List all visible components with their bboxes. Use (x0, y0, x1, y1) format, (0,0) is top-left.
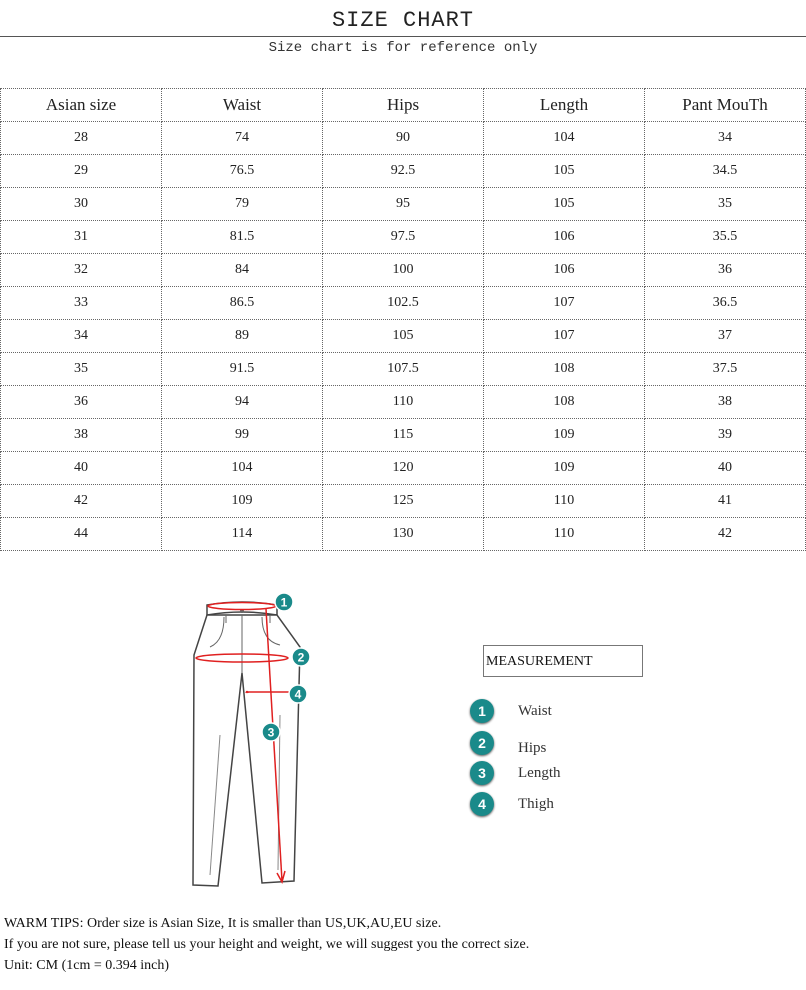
table-cell: 38 (645, 386, 806, 419)
table-cell: 114 (162, 518, 323, 551)
size-table (0, 88, 806, 551)
table-cell: 37 (645, 320, 806, 353)
table-cell: 92.5 (323, 155, 484, 188)
table-cell: 91.5 (162, 353, 323, 386)
table-cell: 41 (645, 485, 806, 518)
table-cell: 81.5 (162, 221, 323, 254)
svg-text:1: 1 (280, 595, 288, 610)
table-cell: 115 (323, 419, 484, 452)
table-cell: 125 (323, 485, 484, 518)
table-cell: 94 (162, 386, 323, 419)
table-cell: 108 (484, 353, 645, 386)
tips-line-1: WARM TIPS: Order size is Asian Size, It is smaller than US,UK,AU,EU size. (4, 916, 442, 931)
table-cell: 105 (484, 155, 645, 188)
column-header: Length (484, 89, 645, 122)
title-divider (0, 36, 806, 37)
number-4-icon: 4 (470, 792, 494, 816)
table-cell: 107.5 (323, 353, 484, 386)
table-row (1, 485, 806, 518)
table-cell: 106 (484, 221, 645, 254)
table-cell: 90 (323, 122, 484, 155)
pants-illustration (180, 585, 320, 890)
table-cell: 97.5 (323, 221, 484, 254)
diagram-badge-2 (292, 648, 310, 666)
legend-label: Waist (518, 703, 552, 719)
table-cell: 39 (645, 419, 806, 452)
table-cell: 108 (484, 386, 645, 419)
table-cell: 110 (323, 386, 484, 419)
table-row (1, 452, 806, 485)
tips-line-3: Unit: CM (1cm = 0.394 inch) (4, 958, 169, 973)
svg-text:4: 4 (294, 687, 302, 702)
table-row (1, 518, 806, 551)
table-cell: 110 (484, 518, 645, 551)
table-cell: 105 (484, 188, 645, 221)
table-cell: 102.5 (323, 287, 484, 320)
column-header: Hips (323, 89, 484, 122)
table-cell: 30 (1, 188, 162, 221)
table-row (1, 254, 806, 287)
table-cell: 76.5 (162, 155, 323, 188)
diagram-badge-3 (262, 723, 280, 741)
legend-label: Hips (518, 740, 547, 756)
number-3-icon: 3 (470, 761, 494, 785)
diagram-badge-4 (289, 685, 307, 703)
table-cell: 37.5 (645, 353, 806, 386)
legend-label: Length (518, 765, 561, 781)
table-row (1, 221, 806, 254)
table-cell: 29 (1, 155, 162, 188)
table-cell: 104 (484, 122, 645, 155)
table-cell: 33 (1, 287, 162, 320)
table-row (1, 386, 806, 419)
table-cell: 104 (162, 452, 323, 485)
table-row (1, 353, 806, 386)
table-cell: 99 (162, 419, 323, 452)
table-cell: 130 (323, 518, 484, 551)
table-cell: 36 (645, 254, 806, 287)
page-subtitle: Size chart is for reference only (268, 40, 538, 56)
table-cell: 34 (645, 122, 806, 155)
table-cell: 109 (162, 485, 323, 518)
table-cell: 32 (1, 254, 162, 287)
table-body (1, 122, 806, 551)
pants-diagram (180, 585, 320, 890)
svg-text:3: 3 (267, 725, 275, 740)
table-cell: 109 (484, 419, 645, 452)
table-cell: 105 (323, 320, 484, 353)
svg-text:2: 2 (297, 650, 305, 665)
table-cell: 106 (484, 254, 645, 287)
number-2-icon: 2 (470, 731, 494, 755)
table-cell: 40 (645, 452, 806, 485)
table-cell: 86.5 (162, 287, 323, 320)
column-header: Asian size (1, 89, 162, 122)
table-cell: 42 (1, 485, 162, 518)
table-cell: 42 (645, 518, 806, 551)
table-cell: 36 (1, 386, 162, 419)
column-header: Waist (162, 89, 323, 122)
table-header-row (1, 89, 806, 122)
table-cell: 31 (1, 221, 162, 254)
table-cell: 34.5 (645, 155, 806, 188)
table-cell: 79 (162, 188, 323, 221)
legend-label: Thigh (518, 796, 554, 812)
table-cell: 110 (484, 485, 645, 518)
table-cell: 35.5 (645, 221, 806, 254)
table-cell: 44 (1, 518, 162, 551)
measurement-heading: MEASUREMENT (483, 645, 643, 677)
table-cell: 38 (1, 419, 162, 452)
table-row (1, 419, 806, 452)
table-cell: 36.5 (645, 287, 806, 320)
warm-tips (4, 913, 529, 976)
table-cell: 34 (1, 320, 162, 353)
table-cell: 84 (162, 254, 323, 287)
table-cell: 89 (162, 320, 323, 353)
table-cell: 109 (484, 452, 645, 485)
table-cell: 107 (484, 287, 645, 320)
table-cell: 28 (1, 122, 162, 155)
table-cell: 100 (323, 254, 484, 287)
table-cell: 74 (162, 122, 323, 155)
table-cell: 35 (645, 188, 806, 221)
table-row (1, 287, 806, 320)
table-row (1, 155, 806, 188)
number-1-icon: 1 (470, 699, 494, 723)
diagram-badge-1 (275, 593, 293, 611)
table-row (1, 320, 806, 353)
table-row (1, 188, 806, 221)
table-cell: 35 (1, 353, 162, 386)
table-cell: 107 (484, 320, 645, 353)
table-cell: 95 (323, 188, 484, 221)
column-header: Pant MouTh (645, 89, 806, 122)
table-row (1, 122, 806, 155)
tips-line-2: If you are not sure, please tell us your height and weight, we will suggest you the correct size. (4, 937, 530, 952)
page-title: SIZE CHART (331, 8, 475, 33)
table-cell: 120 (323, 452, 484, 485)
table-cell: 40 (1, 452, 162, 485)
